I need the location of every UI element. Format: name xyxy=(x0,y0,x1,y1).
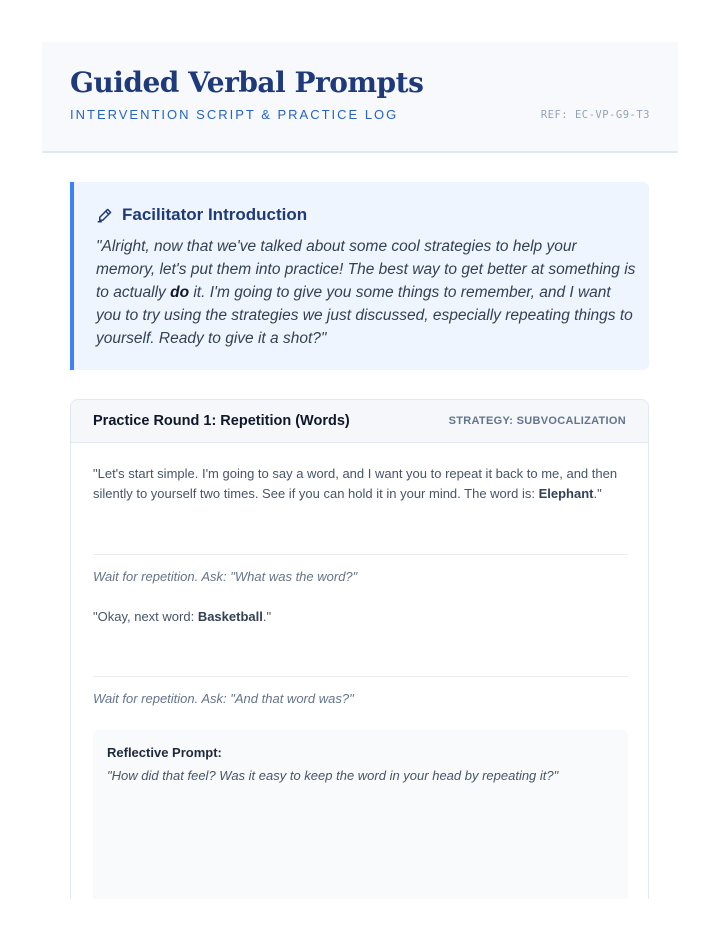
page-title: Guided Verbal Prompts xyxy=(70,66,424,99)
divider xyxy=(93,554,628,555)
reference-code: REF: EC-VP-G9-T3 xyxy=(540,109,650,121)
strategy-label: STRATEGY: SUBVOCALIZATION xyxy=(448,415,626,427)
facilitator-introduction-box xyxy=(70,182,649,370)
reflective-prompt-text: "How did that feel? Was it easy to keep the word in your head by repeating it?" xyxy=(107,768,559,783)
page-header xyxy=(42,42,678,153)
practice-round-card xyxy=(70,399,649,899)
target-word: Elephant xyxy=(538,486,594,501)
facilitator-cue-1: Wait for repetition. Ask: "What was the word?" xyxy=(93,569,358,584)
intro-text-emphasis: do xyxy=(170,284,190,301)
reflective-prompt-label: Reflective Prompt: xyxy=(107,745,222,760)
intro-text-part: "Alright, now that we've talked about some cool strategies to help your memory, let's put them into practice! The best way to get better at something is to actually xyxy=(96,238,636,301)
target-word: Basketball xyxy=(197,609,263,624)
intro-heading xyxy=(96,205,307,225)
intro-text-part: it. I'm going to give you some things to remember, and I want you to try using the strategies we just discussed, especially repeating things to yourself. Ready to give it a shot?" xyxy=(96,284,633,347)
practice-round-title: Practice Round 1: Repetition (Words) xyxy=(93,413,350,429)
divider xyxy=(93,676,628,677)
script-text: "Okay, next word: xyxy=(93,609,198,624)
facilitator-cue-2: Wait for repetition. Ask: "And that word was?" xyxy=(93,691,354,706)
intro-title: Facilitator Introduction xyxy=(122,205,308,224)
pen-icon xyxy=(96,206,114,224)
intro-text xyxy=(96,235,636,350)
script-step-2 xyxy=(93,607,628,627)
script-text: "Let's start simple. I'm going to say a word, and I want you to repeat it back to me, and then silently to yourself two times. See if you can hold it in your mind. The word is: xyxy=(93,466,618,501)
script-text: ." xyxy=(262,609,272,624)
script-text: ." xyxy=(593,486,602,501)
practice-round-header xyxy=(71,400,648,443)
reflective-prompt-box xyxy=(93,730,628,899)
script-step-1 xyxy=(93,464,628,504)
page-subtitle: INTERVENTION SCRIPT & PRACTICE LOG xyxy=(70,107,399,122)
